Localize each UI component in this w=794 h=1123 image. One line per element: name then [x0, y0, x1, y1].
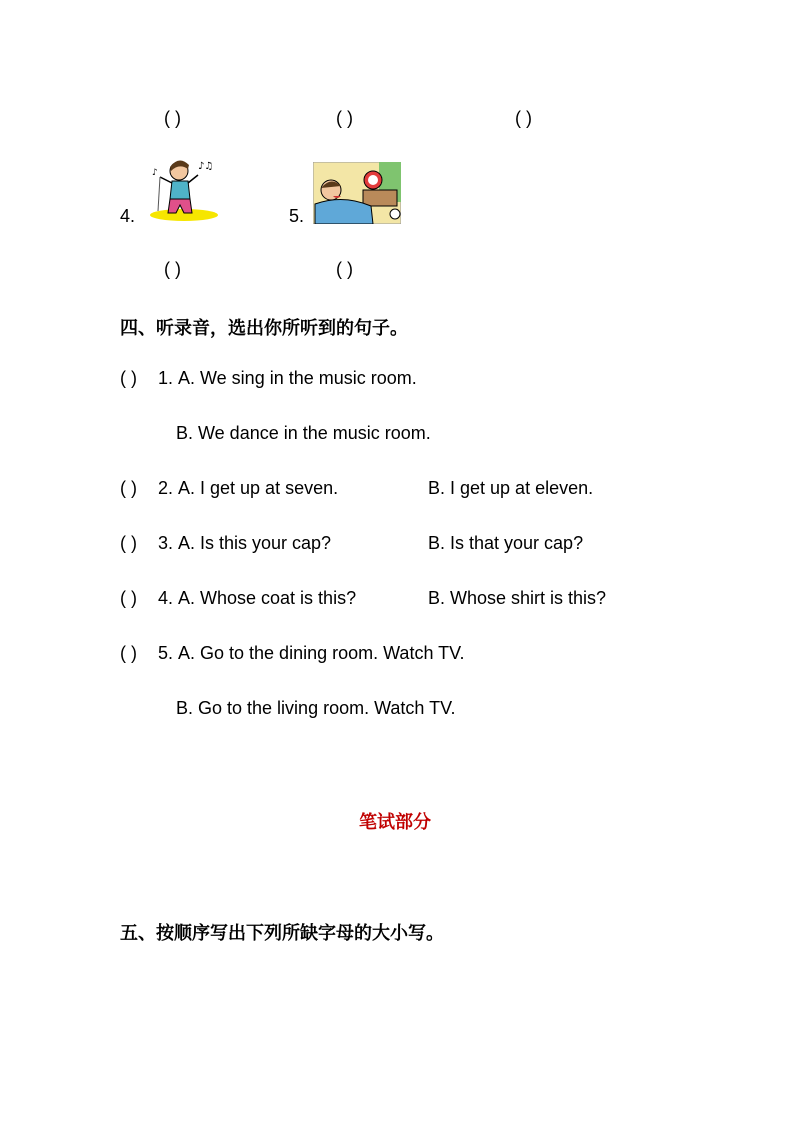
- answer-paren-3[interactable]: ( ): [515, 108, 532, 128]
- picture-number-4: 4.: [120, 206, 136, 226]
- q1-paren[interactable]: ( ): [120, 368, 137, 388]
- q3-paren[interactable]: ( ): [120, 533, 137, 553]
- section5-title: 五、按顺序写出下列所缺字母的大小写。: [120, 923, 444, 944]
- q4-option-a[interactable]: A. Whose coat is this?: [178, 588, 357, 608]
- q5-option-a[interactable]: A. Go to the dining room. Watch TV.: [178, 643, 465, 663]
- answer-paren-2[interactable]: ( ): [336, 108, 353, 128]
- q2-paren[interactable]: ( ): [120, 478, 137, 498]
- written-part-title: 笔试部分: [359, 812, 431, 833]
- q3-option-b[interactable]: B. Is that your cap?: [428, 533, 584, 553]
- q2-option-b[interactable]: B. I get up at eleven.: [428, 478, 594, 498]
- singing-person-icon: [146, 155, 222, 225]
- answer-paren-1[interactable]: ( ): [164, 108, 181, 128]
- q2-number: 2.: [158, 478, 174, 498]
- q3-option-a[interactable]: A. Is this your cap?: [178, 533, 332, 553]
- q5-paren[interactable]: ( ): [120, 643, 137, 663]
- q5-number: 5.: [158, 643, 174, 663]
- svg-text:♪: ♪: [152, 168, 158, 178]
- q4-number: 4.: [158, 588, 174, 608]
- q1-option-b[interactable]: B. We dance in the music room.: [176, 423, 431, 443]
- picture-number-5: 5.: [289, 206, 305, 226]
- q1-number: 1.: [158, 368, 174, 388]
- boy-sleeping-alarm-clock-icon: [313, 162, 401, 224]
- q3-number: 3.: [158, 533, 174, 553]
- section4-title: 四、听录音，选出你所听到的句子。: [120, 318, 408, 339]
- q5-option-b[interactable]: B. Go to the living room. Watch TV.: [176, 698, 456, 718]
- answer-paren-5[interactable]: ( ): [336, 259, 353, 279]
- q4-paren[interactable]: ( ): [120, 588, 137, 608]
- q1-option-a[interactable]: A. We sing in the music room.: [178, 368, 417, 388]
- svg-text:♪♫: ♪♫: [198, 161, 214, 172]
- q2-option-a[interactable]: A. I get up at seven.: [178, 478, 339, 498]
- answer-paren-4[interactable]: ( ): [164, 259, 181, 279]
- q4-option-b[interactable]: B. Whose shirt is this?: [428, 588, 607, 608]
